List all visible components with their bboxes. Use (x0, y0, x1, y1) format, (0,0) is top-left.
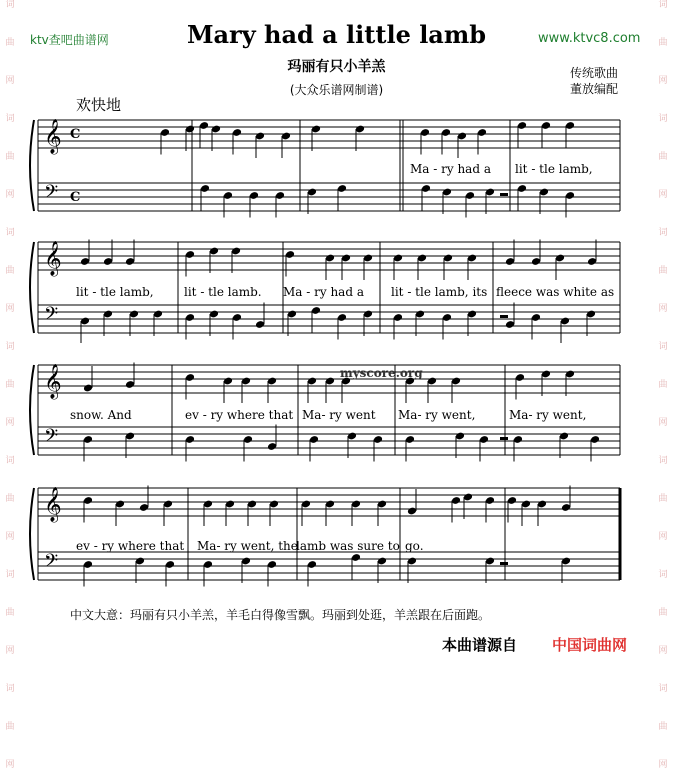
bass-clef: 𝄢 (44, 426, 59, 451)
watermark-char: 曲 (5, 38, 15, 48)
time-signature-bass: C (70, 190, 81, 205)
grand-staff-brace (30, 242, 34, 333)
song-subtitle: 玛丽有只小羊羔 (287, 59, 386, 75)
watermark-char: 网 (5, 760, 15, 770)
watermark-char: 曲 (658, 494, 668, 504)
lyric-line: lit - tle lamb, (76, 285, 154, 299)
watermark-char: 网 (5, 532, 15, 542)
watermark-char: 曲 (658, 722, 668, 732)
lyric-line: Ma- ry went, (398, 408, 476, 422)
watermark-char: 网 (5, 646, 15, 656)
lyric-line: lit - tle lamb. (184, 285, 262, 299)
rest-mark (500, 193, 508, 196)
watermark-char: 词 (658, 342, 668, 352)
watermark-char: 词 (5, 456, 15, 466)
site-name-left: ktv查吧曲谱网 (30, 33, 109, 47)
watermark-char: 曲 (658, 380, 668, 390)
watermark-char: 曲 (658, 608, 668, 618)
tempo-marking: 欢快地 (76, 96, 122, 114)
watermark-char: 曲 (5, 152, 15, 162)
watermark-char: 词 (658, 570, 668, 580)
watermark-char: 词 (658, 684, 668, 694)
watermark-char: 网 (5, 304, 15, 314)
treble-clef: 𝄞 (44, 119, 62, 154)
watermark-char: 网 (5, 190, 15, 200)
rest-mark (500, 437, 508, 440)
grand-staff-brace (30, 120, 34, 211)
bass-clef: 𝄢 (44, 551, 59, 576)
bass-clef: 𝄢 (44, 304, 59, 329)
watermark-char: 曲 (658, 38, 668, 48)
watermark-char: 网 (658, 190, 668, 200)
site-url-right: www.ktvc8.com (538, 31, 641, 46)
lyric-line: ev - ry where that (76, 539, 185, 553)
treble-clef: 𝄞 (44, 487, 62, 522)
watermark-char: 网 (658, 760, 668, 770)
watermark-char: 词 (5, 0, 15, 10)
song-origin: 传统歌曲 (570, 66, 619, 80)
lyric-line: lamb was sure to (296, 539, 400, 553)
song-title: Mary had a little lamb (186, 20, 487, 49)
watermark-char: 词 (5, 684, 15, 694)
watermark-char: 网 (658, 532, 668, 542)
lyric-line: fleece was white as (496, 285, 615, 299)
watermark-char: 曲 (5, 494, 15, 504)
watermark-char: 词 (5, 342, 15, 352)
arranger-credit: 董放编配 (570, 82, 619, 96)
lyric-line: Ma- ry went, the (197, 539, 298, 553)
watermark-char: 曲 (5, 266, 15, 276)
watermark-char: 词 (658, 228, 668, 238)
lyric-line: snow. And (70, 408, 132, 422)
watermark-char: 词 (658, 0, 668, 10)
treble-clef: 𝄞 (44, 241, 62, 276)
watermark-char: 词 (658, 456, 668, 466)
watermark-char: 网 (658, 418, 668, 428)
rest-mark (500, 562, 508, 565)
watermark-char: 曲 (658, 152, 668, 162)
lyric-line: lit - tle lamb, (515, 162, 593, 176)
lyric-line: Ma- ry went, (509, 408, 587, 422)
watermark-char: 词 (5, 570, 15, 580)
watermark-char: 网 (5, 76, 15, 86)
lyric-line: Ma - ry had a (410, 162, 491, 176)
lyric-line: ev - ry where that (185, 408, 294, 422)
watermark-char: 网 (658, 304, 668, 314)
time-signature-treble: C (70, 127, 81, 142)
grand-staff-brace (30, 365, 34, 455)
chinese-meaning: 中文大意：玛丽有只小羊羔，羊毛白得像雪飘。玛丽到处逛，羊羔跟在后面跑。 (70, 608, 491, 622)
bass-clef: 𝄢 (44, 182, 59, 207)
watermark-char: 曲 (5, 380, 15, 390)
source-label: 本曲谱源自 (442, 636, 518, 654)
watermark-char: 词 (5, 228, 15, 238)
watermark-char: 曲 (658, 266, 668, 276)
watermark-char: 网 (658, 76, 668, 86)
source-name: 中国词曲网 (552, 636, 628, 654)
lyric-line: lit - tle lamb, its (391, 285, 488, 299)
score-site-mark: myscore.org (340, 366, 423, 380)
watermark-char: 曲 (5, 722, 15, 732)
lyric-line: Ma - ry had a (283, 285, 364, 299)
producer-note: (大众乐谱网制谱) (289, 83, 384, 97)
watermark-char: 词 (5, 114, 15, 124)
watermark-char: 网 (658, 646, 668, 656)
rest-mark (500, 315, 508, 318)
lyric-line: go. (405, 539, 424, 553)
watermark-char: 词 (658, 114, 668, 124)
lyric-line: Ma- ry went (302, 408, 376, 422)
watermark-char: 网 (5, 418, 15, 428)
grand-staff-brace (30, 488, 34, 580)
watermark-char: 曲 (5, 608, 15, 618)
treble-clef: 𝄞 (44, 364, 62, 399)
